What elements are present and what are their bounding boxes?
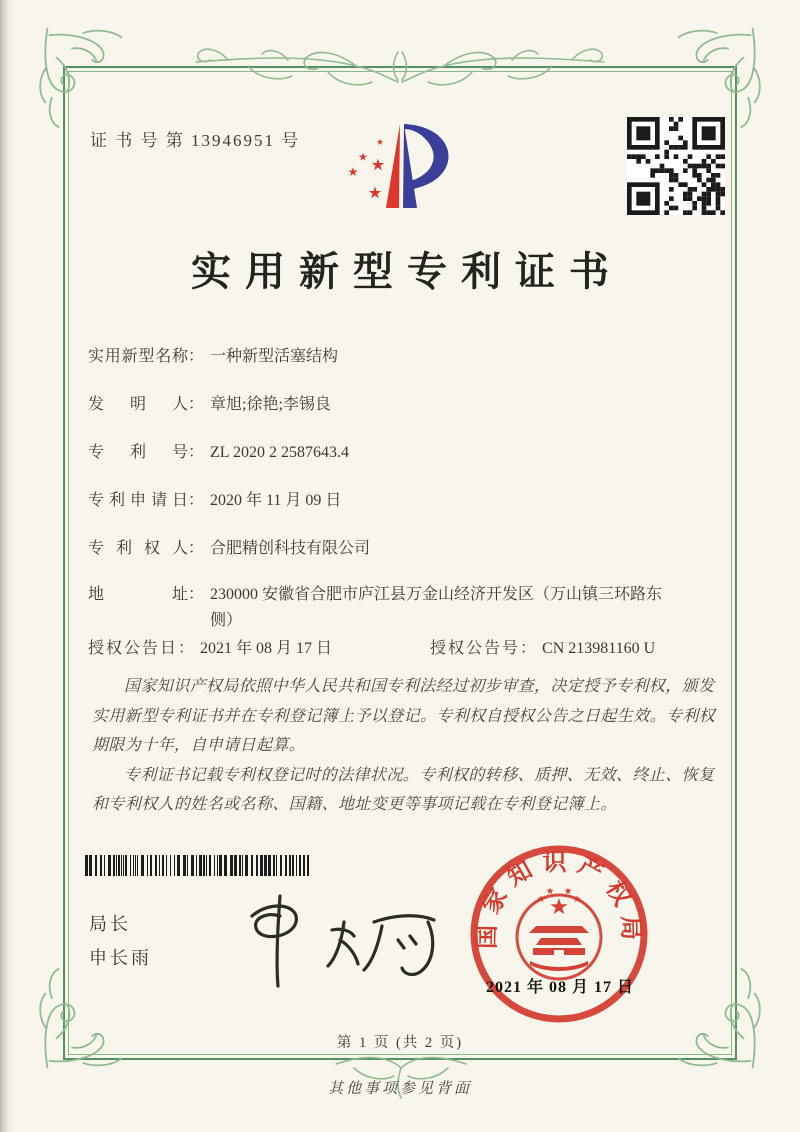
field-label: 专利申请日 <box>88 492 188 509</box>
seal-agency-text: 国家知识产权局 <box>474 849 644 950</box>
field-colon: ： <box>188 396 205 413</box>
page-title: 实用新型专利证书 <box>191 249 623 294</box>
field-label: 授权公告号 <box>430 640 521 657</box>
field-colon: ： <box>178 640 195 657</box>
top-border-ornament-icon <box>188 32 612 94</box>
legal-paragraph: 专利证书记载专利权登记时的法律状况。专利权的转移、质押、无效、终止、恢复和专利权人的姓名或名称、国籍、地址变更等事项记载在专利登记簿上。 <box>92 766 715 813</box>
cnipa-logo-icon <box>330 108 490 228</box>
field-colon: ： <box>520 640 537 657</box>
barcode <box>85 855 313 876</box>
field-colon: ： <box>188 586 205 603</box>
back-note: 其他事项参见背面 <box>327 1081 472 1097</box>
field-label: 专利号 <box>88 444 188 461</box>
field-colon: ： <box>188 540 205 557</box>
grant-number-group <box>430 636 655 662</box>
field-colon: ： <box>188 348 205 365</box>
field-row-inventors <box>88 392 331 418</box>
field-value: 合肥精创科技有限公司 <box>210 540 371 557</box>
commissioner-title: 局长 <box>89 914 131 934</box>
field-row-filing-date <box>88 488 341 514</box>
scan-edge-shadow <box>0 0 16 1132</box>
certificate-number: 证 书 号 第 13946951 号 <box>90 131 301 150</box>
commissioner-name: 申长雨 <box>89 948 152 968</box>
field-row-patentee <box>88 536 370 562</box>
legal-paragraph: 国家知识产权局依照中华人民共和国专利法经过初步审查，决定授予专利权，颁发实用新型专利证书并在专利登记簿上予以登记。专利权自授权公告之日起生效。专利权期限为十年，自申请日起算。 <box>92 678 716 754</box>
field-value: 一种新型活塞结构 <box>210 348 339 365</box>
field-value: 2021 年 08 月 17 日 <box>200 640 333 657</box>
field-row-grant <box>88 636 738 662</box>
grant-date-group <box>88 636 332 662</box>
field-value: ZL 2020 2 2587643.4 <box>210 444 349 461</box>
commissioner-signature <box>212 878 442 988</box>
field-label: 地址 <box>88 586 188 603</box>
field-row-name <box>88 344 338 370</box>
field-row-address <box>88 582 662 634</box>
qr-code <box>627 117 725 215</box>
field-value: 章旭;徐艳;李锡良 <box>210 396 331 413</box>
field-label: 实用新型名称 <box>88 348 188 365</box>
field-colon: ： <box>188 444 205 461</box>
field-colon: ： <box>188 492 205 509</box>
corner-flourish-bottom-left-icon <box>34 960 146 1072</box>
page-number: 第 1 页 (共 2 页) <box>336 1035 464 1051</box>
corner-flourish-bottom-right-icon <box>654 960 766 1072</box>
corner-flourish-top-left-icon <box>34 24 146 136</box>
field-label: 授权公告日 <box>88 640 179 657</box>
field-value: 2020 年 11 月 09 日 <box>210 492 342 509</box>
field-label: 发明人 <box>88 396 188 413</box>
field-value: CN 213981160 U <box>542 640 656 657</box>
field-label: 专利权人 <box>88 540 188 557</box>
official-seal <box>466 841 652 1027</box>
field-row-patent-number <box>88 440 349 466</box>
field-value: 230000 安徽省合肥市庐江县万金山经济开发区（万山镇三环路东侧） <box>210 586 663 629</box>
legal-text <box>92 672 718 820</box>
seal-date: 2021 年 08 月 17 日 <box>486 979 635 996</box>
